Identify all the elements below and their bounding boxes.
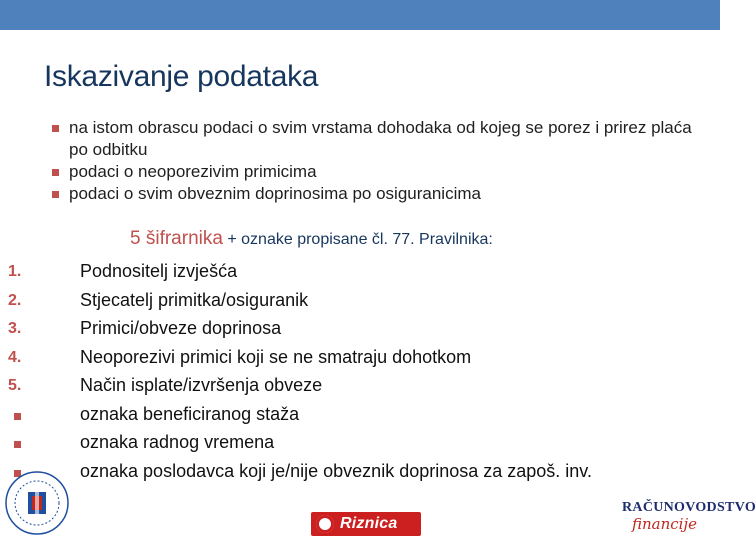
square-bullet-icon (52, 125, 59, 132)
list-number: 3. (8, 320, 22, 337)
square-bullet-icon (14, 441, 21, 448)
list-item (0, 345, 720, 374)
list-number: 5. (8, 377, 22, 394)
subheading-highlight: 5 šifrarnika (130, 228, 223, 249)
slide-title: Iskazivanje podataka (44, 60, 319, 93)
subheading-rest: + oznake propisane čl. 77. Pravilnika: (222, 231, 493, 248)
bullet-item (52, 161, 692, 183)
list-item (0, 259, 720, 288)
list-text: Podnositelj izvješća (80, 261, 238, 281)
seal-logo-icon (4, 470, 70, 536)
riznica-logo-text: Riznica (340, 515, 398, 532)
list-text: oznaka radnog vremena (80, 432, 275, 452)
numbered-list (0, 259, 720, 487)
list-text: Način isplate/izvršenja obveze (80, 375, 323, 395)
list-item (0, 288, 720, 317)
list-number: 4. (8, 348, 22, 366)
list-text: oznaka beneficiranog staža (80, 403, 300, 424)
racunovodstvo-logo-top: RAČUNOVODSTVO (622, 500, 756, 515)
list-item (0, 430, 720, 459)
list-item (0, 459, 720, 488)
list-text: Stjecatelj primitka/osiguranik (80, 289, 309, 310)
bullet-text: na istom obrascu podaci o svim vrstama dohodaka od kojeg se porez i prirez plaća po odbitku (69, 118, 692, 159)
list-item (0, 402, 720, 431)
bullet-list (52, 117, 692, 205)
list-item (0, 316, 720, 345)
header-band (0, 0, 720, 30)
square-bullet-icon (52, 169, 59, 176)
racunovodstvo-logo-bottom: financije (632, 515, 697, 533)
list-text: Neoporezivi primici koji se ne smatraju dohotkom (80, 346, 472, 367)
subheading (130, 228, 493, 250)
bullet-item (52, 117, 692, 161)
riznica-seal-icon (315, 514, 335, 534)
list-text: Primici/obveze doprinosa (80, 318, 282, 338)
list-number: 2. (8, 291, 22, 309)
bullet-item (52, 183, 692, 205)
list-item (0, 373, 720, 402)
bullet-text: podaci o neoporezivim primicima (69, 162, 317, 181)
riznica-logo (311, 512, 421, 536)
square-bullet-icon (14, 413, 21, 420)
racunovodstvo-logo (622, 500, 756, 538)
square-bullet-icon (52, 191, 59, 198)
list-number: 1. (8, 263, 22, 280)
bullet-text: podaci o svim obveznim doprinosima po osiguranicima (69, 184, 481, 203)
list-text: oznaka poslodavca koji je/nije obveznik doprinosa za zapoš. inv. (80, 460, 592, 481)
